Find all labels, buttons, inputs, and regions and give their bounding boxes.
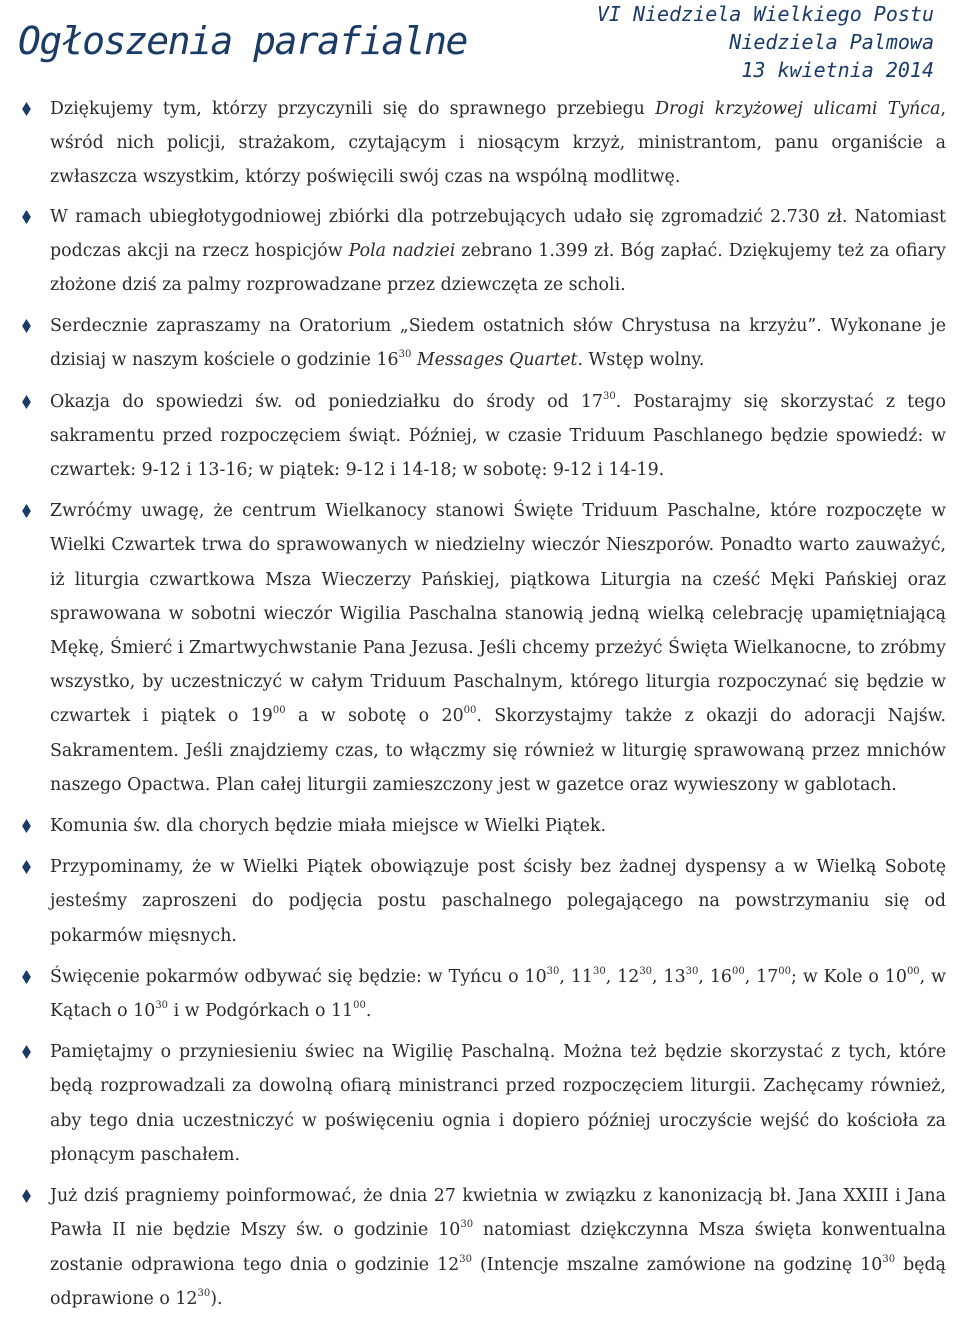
italic-text: Messages Quartet (416, 350, 578, 371)
announcement-item (18, 494, 946, 802)
announcement-text: Zwróćmy uwagę, że centrum Wielkanocy stanowi Święte Triduum Paschalne, które rozpoczęte w Wielki Czwartek trwa do sprawowanych w niedzielny wieczór Nieszporów. Ponadto warto zauważyć, iż liturgia czwartkowa Msza Wieczerzy Pańskiej, piątkowa Liturgia na cześć Męki Pańskiej oraz sprawowana w sobotni wieczór Wigilia Paschalna stanowią jedną wielką celebrację upamiętniającą Mękę, Śmierć i Zmartwychwstanie Pana Jezusa. Jeśli chcemy przeżyć Święta Wielkanocne, to zróbmy wszystko, by uczestniczyć w całym Triduum Paschalnym, którego liturgia rozpoczynać się będzie w czwartek i piątek o $19^{00}$ a w sobotę o $20^{00}$. Skorzystajmy także z okazji do adoracji Najśw. Sakramentem. Jeśli znajdziemy czas, to włączmy się również w liturgię sprawowaną przez mnichów naszego Opactwa. Plan całej liturgii zamieszczony jest w gazetce oraz wywieszony w gablotach. (50, 501, 946, 795)
time-minutes-superscript: 30 (459, 1253, 472, 1265)
announcement-item (18, 385, 946, 488)
announcement-text: Okazja do spowiedzi św. od poniedziałku do środy od $17^{30}$. Postarajmy się skorzystać z tego sakramentu przed rozpoczęciem świąt. Później, w czasie Triduum Paschlanego będzie spowiedź: w czwartek: 9-12 i 13-16; w piątek: 9-12 i 14-18; w sobotę: 9-12 i 14-19. (50, 390, 946, 481)
announcement-text: Pamiętajmy o przyniesieniu świec na Wigilię Paschalną. Można też będzie skorzystać z tych, które będą rozprowadzali za dowolną ofiarą ministranci przed rozpoczęciem liturgii. Zachęcamy również, aby tego dnia uczestniczyć w poświęceniu ognia i dopiero później uroczyście wejść do kościoła za płonącym paschałem. (50, 1042, 946, 1165)
italic-text: Drogi krzyżowej ulicami Tyńca (655, 99, 941, 119)
time-minutes-superscript: 30 (882, 1253, 896, 1265)
diamond-bullet-icon (18, 209, 34, 225)
time-minutes-superscript: 30 (460, 1219, 474, 1231)
diamond-bullet-icon (18, 859, 34, 875)
diamond-bullet-icon (18, 394, 34, 410)
time-minutes-superscript: 00 (731, 965, 745, 977)
diamond-bullet-icon (18, 1044, 34, 1060)
announcement-list (18, 92, 946, 1316)
diamond-bullet-icon (18, 101, 34, 117)
page-title: Ogłoszenia parafialne (18, 19, 467, 63)
announcement-text: Dziękujemy tym, którzy przyczynili się do sprawnego przebiegu Drogi krzyżowej ulicami Tyńca, wśród nich policji, strażakom, czytającym i niosącym krzyż, ministrantom, panu organiście a zwłaszcza wszystkim, którzy poświęcili swój czas na wspólną modlitwę. (50, 99, 946, 188)
liturgical-day: VI Niedziela Wielkiego Postu (596, 2, 934, 26)
diamond-bullet-icon (18, 503, 34, 519)
announcement-item (18, 200, 946, 303)
header (18, 0, 946, 92)
liturgical-feast: Niedziela Palmowa (729, 30, 934, 54)
announcement-item (18, 92, 946, 195)
announcement-item (18, 850, 946, 953)
time-minutes-superscript: 30 (592, 965, 606, 977)
announcement-text: Serdecznie zapraszamy na Oratorium „Siedem ostatnich słów Chrystusa na krzyżu”. Wykonane je dzisiaj w naszym kościele o godzinie $16^{30}$ Messages Quartet. Wstęp wolny. (50, 316, 946, 371)
time-minutes-superscript: 00 (906, 965, 920, 977)
time-minutes-superscript: 30 (685, 965, 699, 977)
announcement-item (18, 309, 946, 377)
diamond-bullet-icon (18, 1188, 34, 1204)
announcement-date: 13 kwietnia 2014 (741, 58, 934, 82)
time-minutes-superscript: 00 (353, 1000, 366, 1012)
time-minutes-superscript: 30 (546, 965, 560, 977)
time-minutes-superscript: 30 (639, 965, 653, 977)
announcement-text: Przypominamy, że w Wielki Piątek obowiązuje post ścisły bez żadnej dyspensy a w Wielką Sobotę jesteśmy zaproszeni do podjęcia postu paschalnego polegającego na powstrzymaniu się od pokarmów mięsnych. (50, 857, 946, 946)
time-minutes-superscript: 00 (272, 705, 286, 717)
diamond-bullet-icon (18, 818, 34, 834)
announcement-text: Już dziś pragniemy poinformować, że dnia 27 kwietnia w związku z kanonizacją bł. Jana XXIII i Jana Pawła II nie będzie Mszy św. o godzinie $10^{30}$ natomiast dziękczynna Msza święta konwentualna zostanie odprawiona tego dnia o godzinie $12^{30}$ (Intencje mszalne zamówione na godzinę $10^{30}$ będą odprawione o $12^{30}$). (50, 1186, 947, 1309)
announcement-item (18, 809, 946, 843)
announcement-text: Święcenie pokarmów odbywać się będzie: w Tyńcu o $10^{30}$, $11^{30}$, $12^{30}$, $13^{30}$, $16^{00}$, $17^{00}$; w Kole o $10^{00}$, w Kątach o $10^{30}$ i w Podgórkach o $11^{00}$. (50, 965, 947, 1022)
italic-text: Pola nadziei (348, 240, 456, 261)
time-minutes-superscript: 00 (778, 965, 792, 977)
time-minutes-superscript: 00 (463, 705, 477, 717)
diamond-bullet-icon (18, 318, 34, 334)
announcement-item (18, 1179, 946, 1316)
time-minutes-superscript: 30 (197, 1287, 211, 1299)
time-minutes-superscript: 30 (155, 1000, 169, 1012)
diamond-bullet-icon (18, 969, 34, 985)
time-minutes-superscript: 30 (398, 349, 412, 361)
announcement-item (18, 1035, 946, 1172)
announcement-item (18, 960, 946, 1028)
announcement-text: W ramach ubiegłotygodniowej zbiórki dla potrzebujących udało się zgromadzić 2.730 zł. Natomiast podczas akcji na rzecz hospicjów Pola nadziei zebrano 1.399 zł. Bóg zapłać. Dziękujemy też za ofiary złożone dziś za palmy rozprowadzane przez dziewczęta ze scholi. (50, 206, 947, 296)
announcement-text: Komunia św. dla chorych będzie miała miejsce w Wielki Piątek. (50, 816, 607, 837)
time-minutes-superscript: 30 (602, 390, 616, 402)
liturgical-date-block (597, 0, 934, 84)
